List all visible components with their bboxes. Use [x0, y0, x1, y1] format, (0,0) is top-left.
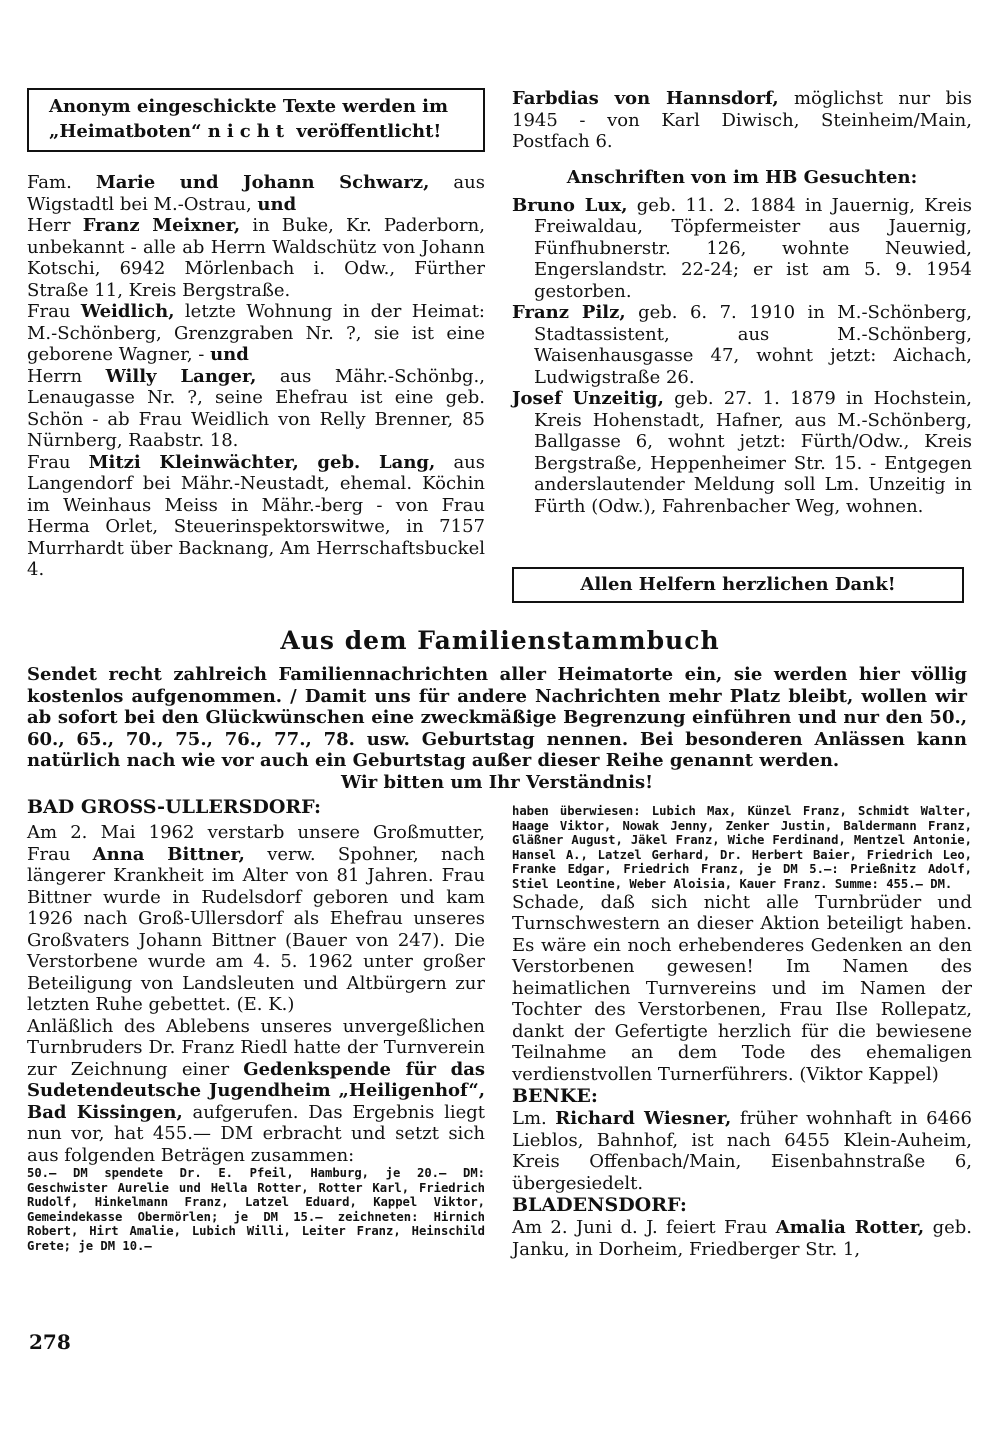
search-entry-weidlich: Frau Weidlich, letzte Wohnung in der Heimat: M.-Schönberg, Grenzgraben Nr. ?, sie ist eine geborene Wagner, - und	[27, 301, 485, 365]
notice-heimatboten: „Heimatboten“	[49, 121, 202, 142]
search-entry-langer: Herrn Willy Langer, aus Mähr.-Schönbg., Lenaugasse Nr. ?, seine Ehefrau ist eine geb. Schön - ab Frau Weidlich von Relly Brenner, 85 Nürnberg, Raabstr. 18.	[27, 365, 485, 451]
address-entry-unzeitig: Josef Unzeitig, geb. 27. 1. 1879 in Hochstein, Kreis Hohenstadt, Hafner, aus M.-Schönberg, Ballgasse 6, wohnt jetzt: Fürth/Odw., Kreis Bergstraße, Heppenheimer Str. 15. - Entgegen anderslautender Meldung soll Lm. Unzeitig in Fürth (Odw.), Fahrenbacher Weg, wohnen.	[512, 388, 972, 517]
left-top-column	[27, 88, 485, 581]
donation-list-part-2: haben überwiesen: Lubich Max, Künzel Franz, Schmidt Walter, Haage Viktor, Nowak Jenny, Zenker Justin, Baldermann Franz, Gläßner August, Jäkel Franz, Wiche Ferdinand, Mentzel Antonie, Hansel A., Latzel Gerhard, Dr. Herbert Baier, Friedrich Leo, Franke Edgar, Friedrich Franz, je DM 5.—: Prießnitz Adolf, Stiel Leontine, Weber Aloisia, Kauer Franz. Summe: 455.— DM.	[512, 804, 972, 891]
intro-last-line: Wir bitten um Ihr Verständnis!	[341, 771, 653, 793]
right-bottom-column	[512, 804, 972, 1260]
section-intro	[27, 664, 967, 793]
donation-closing-text: Schade, daß sich nicht alle Turnbrüder und Turnschwestern an dieser Aktion beteiligt haben. Es wäre ein noch erhebenderes Gedenken an den Verstorbenen gewesen! Im Namen des heimatlichen Turnvereins und im Namen der Tochter des Verstorbenen, Frau Ilse Rollepatz, dankt der Gefertigte herzlich für die bewiesene Teilnahme an dem Tode des ehemaligen verdienstvollen Turnerführers. (Viktor Kappel)	[512, 891, 972, 1085]
address-entry-pilz: Franz Pilz, geb. 6. 7. 1910 in M.-Schönberg, Stadtassistent, aus M.-Schönberg, Waisenhausgasse 47, wohnt jetzt: Aichach, Ludwigstraße 26.	[512, 302, 972, 388]
search-entry-schwarz: Fam. Marie und Johann Schwarz, aus Wigstadtl bei M.-Ostrau, und	[27, 172, 485, 215]
donation-announcement: Anläßlich des Ablebens unseres unvergeßlichen Turnbruders Dr. Franz Riedl hatte der Turnverein zur Zeichnung einer Gedenkspende für das Sudetendeutsche Jugendheim „Heiligenhof“, Bad Kissingen, aufgerufen. Das Ergebnis liegt nun vor, hat 455.— DM erbracht und setzt sich aus folgenden Beträgen zusammen:	[27, 1015, 485, 1166]
notice-veroeffentlicht: veröffentlicht!	[296, 121, 442, 142]
notice-nicht: nicht	[207, 121, 291, 142]
notice-line-1: Anonym eingeschickte Texte werden im	[49, 96, 449, 117]
entry-wiesner: Lm. Richard Wiesner, früher wohnhaft in 6466 Lieblos, Bahnhof, ist nach 6455 Klein-Auheim, Kreis Offenbach/Main, Eisenbahnstraße 6, übergesiedelt.	[512, 1108, 972, 1194]
notice-line-2	[49, 119, 475, 144]
left-bottom-column	[27, 796, 485, 1254]
search-entry-kleinwaechter: Frau Mitzi Kleinwächter, geb. Lang, aus Langendorf bei Mähr.-Neustadt, ehemal. Köchin im Weinhaus Meiss in Mähr.-berg - von Frau Herma Orlet, Steuerinspektorswitwe, in 7157 Murrhardt über Backnang, Am Herrschaftsbuckel 4.	[27, 451, 485, 580]
page-number: 278	[29, 1330, 71, 1354]
thanks-box: Allen Helfern herzlichen Dank!	[512, 567, 964, 603]
place-heading-bad-gross-ullersdorf: BAD GROSS-ULLERSDORF:	[27, 796, 321, 818]
anonymous-notice-box	[27, 88, 485, 152]
addresses-heading: Anschriften von im HB Gesuchten:	[566, 166, 918, 188]
place-heading-benke: BENKE:	[512, 1085, 598, 1108]
right-top-column	[512, 88, 972, 517]
address-entry-lux: Bruno Lux, geb. 11. 2. 1884 in Jauernig, Kreis Freiwaldau, Töpfermeister aus Jauernig, Fünfhubnerstr. 126, wohnte Neuwied, Engerslandstr. 22-24; er ist am 5. 9. 1954 gestorben.	[512, 194, 972, 302]
obituary-bittner: Am 2. Mai 1962 verstarb unsere Großmutter, Frau Anna Bittner, verw. Spohner, nach längerer Krankheit im Alter von 81 Jahren. Frau Bittner wurde in Rudelsdorf geboren und kam 1926 nach Groß-Ullersdorf als Ehefrau unseres Großvaters Johann Bittner (Bauer von 247). Die Verstorbene wurde am 4. 5. 1962 unter großer Beteiligung von Landsleuten und Altbürgern zur letzten Ruhe gebettet. (E. K.)	[27, 822, 485, 1015]
donation-list-part-1: 50.— DM spendete Dr. E. Pfeil, Hamburg, je 20.— DM: Geschwister Aurelie und Hella Rotter, Rotter Karl, Friedrich Rudolf, Hinkelmann Franz, Latzel Eduard, Kappel Viktor, Gemeindekasse Obermörlen; je DM 15.— zeichneten: Hirnich Robert, Hirt Amalie, Lubich Willi, Leiter Franz, Heinschild Grete; je DM 10.—	[27, 1166, 485, 1253]
search-entry-meixner: Herr Franz Meixner, in Buke, Kr. Paderborn, unbekannt - alle ab Herrn Waldschütz von Johann Kotschi, 6942 Mörlenbach i. Odw., Fürther Straße 11, Kreis Bergstraße.	[27, 215, 485, 301]
intro-text: Sendet recht zahlreich Familiennachrichten aller Heimatorte ein, sie werden hier völlig kostenlos aufgenommen. / Damit uns für andere Nachrichten mehr Platz bleibt, wollen wir ab sofort bei den Glückwünschen eine zweckmäßige Begrenzung einführen und nur den 50., 60., 65., 70., 75., 76., 77., 78. usw. Geburtstag nennen. Bei besonderen Anlässen kann natürlich nach wie vor auch ein Geburtstag außer dieser Reihe genannt werden.	[27, 664, 967, 771]
entry-rotter: Am 2. Juni d. J. feiert Frau Amalia Rotter, geb. Janku, in Dorheim, Friedberger Str. 1,	[512, 1217, 972, 1260]
place-heading-bladensdorf: BLADENSDORF:	[512, 1194, 687, 1217]
section-title: Aus dem Familienstammbuch	[280, 626, 720, 655]
search-entry-farbdias: Farbdias von Hannsdorf, möglichst nur bis 1945 - von Karl Diwisch, Steinheim/Main, Postfach 6.	[512, 88, 972, 152]
